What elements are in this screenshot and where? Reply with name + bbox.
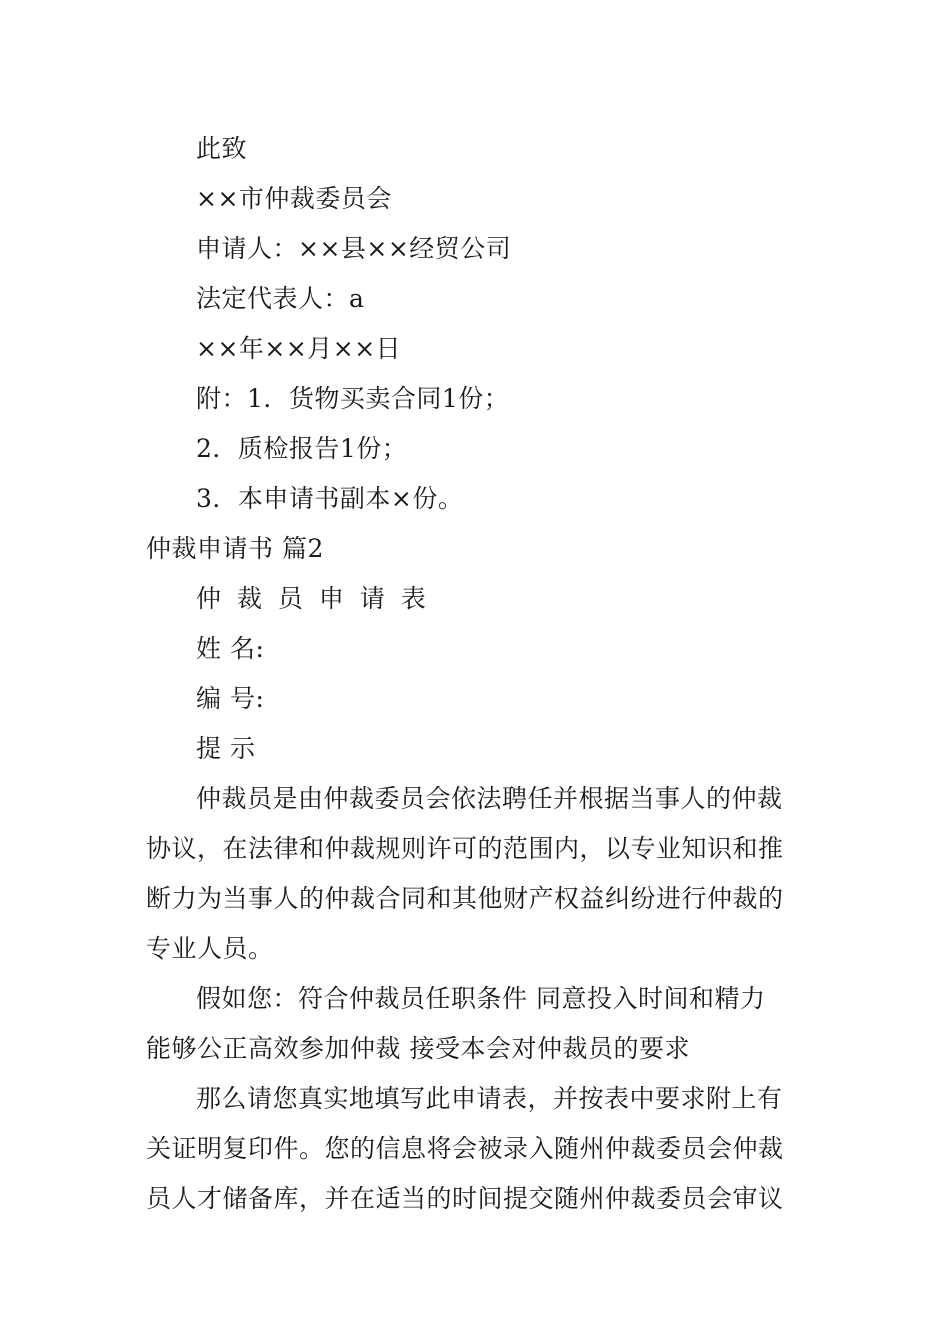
form-title: 仲 裁 员 申 请 表: [196, 584, 430, 613]
paragraph-line: 假如您：符合仲裁员任职条件 同意投入时间和精力: [196, 984, 766, 1013]
letter-applicant: 申请人：××县××经贸公司: [196, 234, 512, 263]
paragraph-line: 能够公正高效参加仲裁 接受本会对仲裁员的要求: [146, 1034, 690, 1063]
paragraph-line: 仲裁员是由仲裁委员会依法聘任并根据当事人的仲裁: [196, 784, 783, 813]
letter-closing: 此致: [196, 134, 248, 163]
attachment-item: 附：1．货物买卖合同1份；: [196, 384, 510, 413]
letter-recipient: ××市仲裁委员会: [196, 184, 392, 213]
attachment-item: 3．本申请书副本×份。: [196, 484, 464, 513]
letter-date: ××年××月××日: [196, 334, 402, 363]
number-label: 编 号:: [196, 684, 265, 713]
name-label: 姓 名:: [196, 634, 265, 663]
paragraph-line: 专业人员。: [146, 934, 274, 963]
section-heading: 仲裁申请书 篇2: [146, 534, 324, 563]
paragraph-line: 关证明复印件。您的信息将会被录入随州仲裁委员会仲裁: [146, 1134, 784, 1163]
attachment-item: 2．质检报告1份；: [196, 434, 408, 463]
paragraph-line: 员人才储备库，并在适当的时间提交随州仲裁委员会审议: [146, 1184, 784, 1213]
paragraph-line: 那么请您真实地填写此申请表，并按表中要求附上有: [196, 1084, 783, 1113]
paragraph-line: 断力为当事人的仲裁合同和其他财产权益纠纷进行仲裁的: [146, 884, 784, 913]
paragraph-line: 协议，在法律和仲裁规则许可的范围内，以专业知识和推: [146, 834, 784, 863]
tip-label: 提 示: [196, 734, 256, 763]
letter-legal-rep: 法定代表人：a: [196, 284, 365, 313]
